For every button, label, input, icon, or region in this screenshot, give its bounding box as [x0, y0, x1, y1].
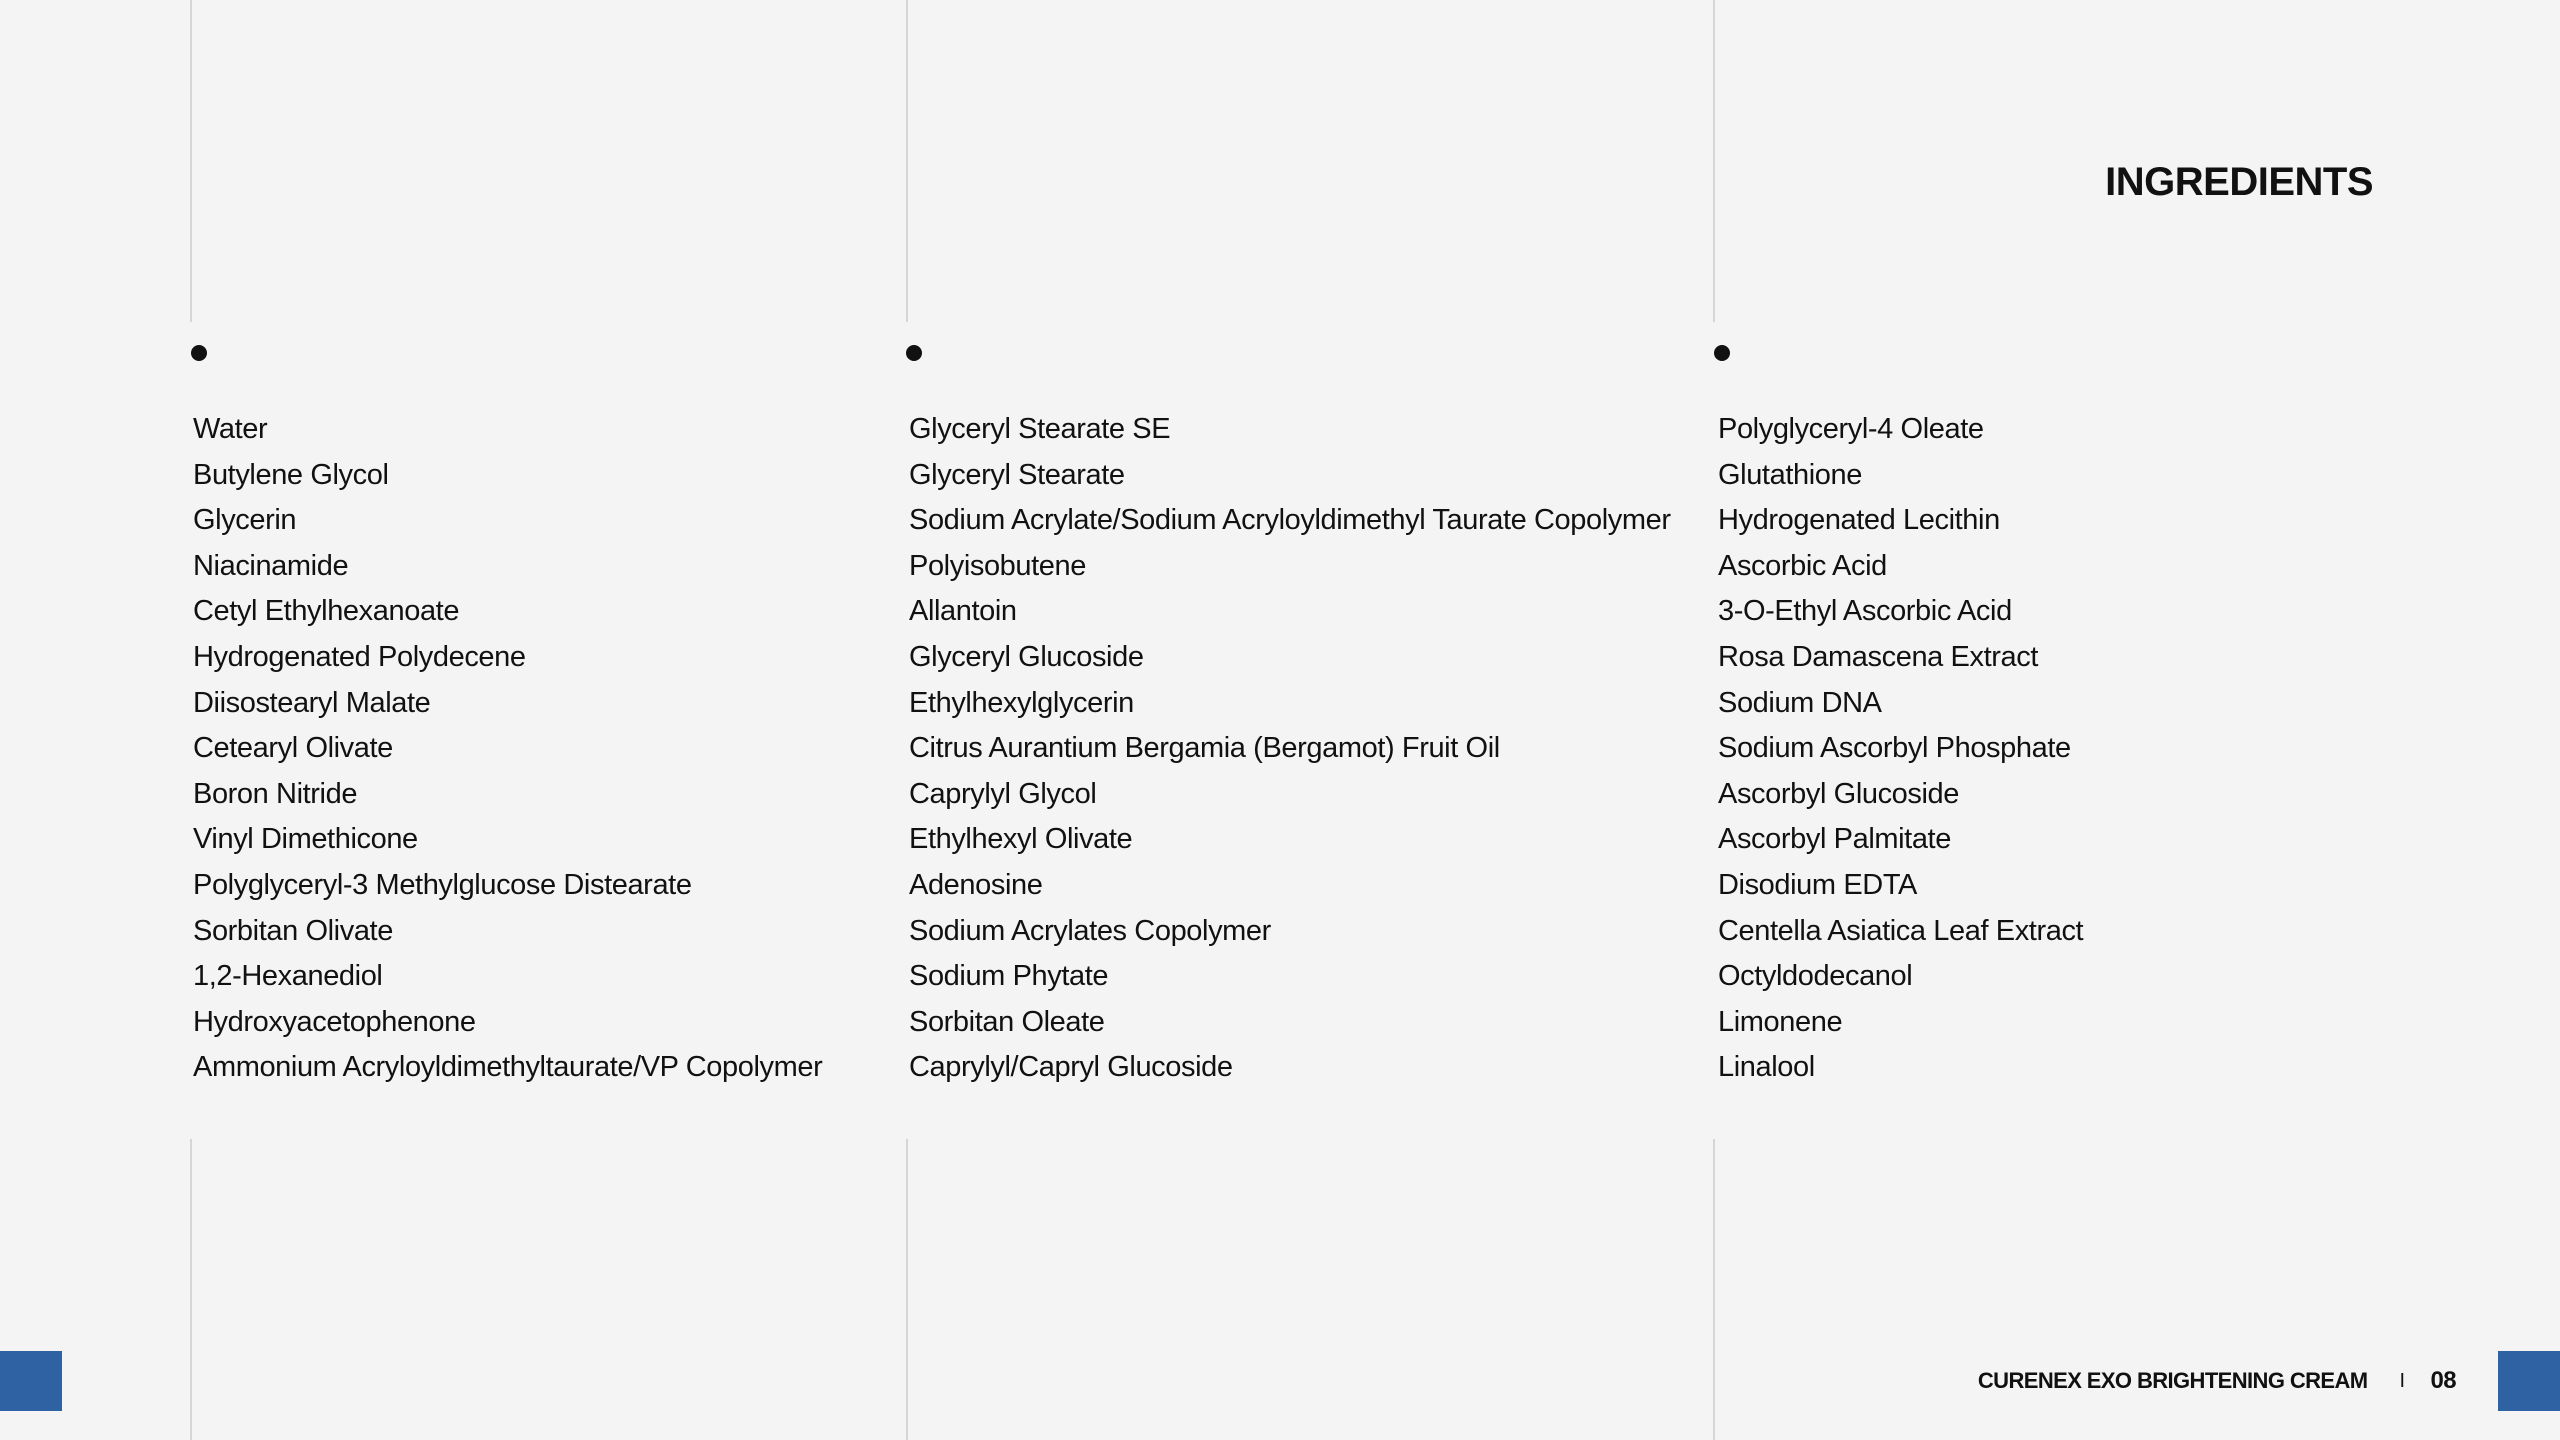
ingredient-item: Water	[193, 413, 268, 445]
ingredient-item: Caprylyl/Capryl Glucoside	[909, 1051, 1233, 1084]
ingredient-item: Ethylhexylglycerin	[909, 686, 1134, 719]
ingredient-item: Ascorbyl Palmitate	[1718, 823, 1951, 856]
ingredient-item: Cetyl Ethylhexanoate	[193, 595, 460, 628]
page-footer	[1978, 1366, 2456, 1396]
page-number: 08	[2430, 1367, 2456, 1394]
corner-accent-left	[0, 1351, 62, 1411]
ingredient-item: Allantoin	[909, 595, 1017, 628]
ingredient-item: Linalool	[1718, 1051, 1815, 1084]
ingredient-item: Caprylyl Glycol	[909, 777, 1097, 810]
ingredient-item: Citrus Aurantium Bergamia (Bergamot) Fruit Oil	[909, 732, 1500, 765]
ingredient-item: Sorbitan Olivate	[193, 914, 393, 947]
ingredient-item: Cetearyl Olivate	[193, 732, 393, 765]
ingredient-item: Ammonium Acryloyldimethyltaurate/VP Copolymer	[193, 1051, 823, 1084]
ingredient-item: Polyglyceryl-4 Oleate	[1718, 413, 1984, 445]
column-divider-line	[906, 1139, 908, 1440]
ingredient-list-column-3	[1718, 407, 2083, 1091]
ingredient-list-column-2	[909, 407, 1671, 1091]
ingredient-item: Octyldodecanol	[1718, 960, 1913, 993]
ingredient-item: Diisostearyl Malate	[193, 686, 431, 719]
column-bullet-dot	[191, 345, 207, 361]
ingredient-item: Glyceryl Stearate	[909, 458, 1125, 491]
column-divider-line	[906, 0, 908, 322]
column-bullet-dot	[1714, 345, 1730, 361]
ingredient-item: Limonene	[1718, 1005, 1843, 1038]
ingredient-item: Ethylhexyl Olivate	[909, 823, 1133, 856]
ingredient-item: 1,2-Hexanediol	[193, 960, 383, 993]
ingredient-item: Sodium Phytate	[909, 960, 1109, 993]
footer-product-name: CURENEX EXO BRIGHTENING CREAM	[1977, 1368, 2368, 1393]
ingredient-item: Polyisobutene	[909, 549, 1086, 582]
ingredient-item: Glutathione	[1718, 458, 1862, 491]
ingredient-item: Centella Asiatica Leaf Extract	[1718, 914, 2084, 947]
ingredient-item: Sodium Acrylate/Sodium Acryloyldimethyl Taurate Copolymer	[909, 504, 1671, 537]
column-divider-line	[190, 1139, 192, 1440]
ingredient-item: Disodium EDTA	[1718, 868, 1917, 901]
page-title: INGREDIENTS	[2105, 160, 2373, 204]
ingredient-item: Niacinamide	[193, 549, 349, 582]
ingredient-item: Sodium DNA	[1718, 686, 1882, 719]
ingredient-item: Sorbitan Oleate	[909, 1005, 1105, 1038]
ingredient-list-column-1	[193, 407, 822, 1091]
ingredient-item: Glycerin	[193, 504, 297, 537]
ingredient-item: Sodium Ascorbyl Phosphate	[1718, 732, 2071, 765]
ingredient-item: Sodium Acrylates Copolymer	[909, 914, 1271, 947]
footer-separator: I	[2399, 1369, 2405, 1392]
ingredient-item: Vinyl Dimethicone	[193, 823, 418, 856]
ingredient-item: Hydroxyacetophenone	[193, 1005, 476, 1038]
column-divider-line	[1713, 0, 1715, 322]
corner-accent-right	[2498, 1351, 2560, 1411]
ingredient-item: Hydrogenated Lecithin	[1718, 504, 2000, 537]
column-bullet-dot	[906, 345, 922, 361]
ingredient-item: Rosa Damascena Extract	[1718, 640, 2038, 673]
ingredient-item: Polyglyceryl-3 Methylglucose Distearate	[193, 868, 692, 901]
ingredient-item: 3-O-Ethyl Ascorbic Acid	[1718, 595, 2012, 628]
ingredient-item: Glyceryl Glucoside	[909, 640, 1144, 673]
ingredient-item: Butylene Glycol	[193, 458, 389, 491]
ingredient-item: Adenosine	[909, 868, 1043, 901]
ingredient-item: Ascorbyl Glucoside	[1718, 777, 1960, 810]
ingredient-item: Boron Nitride	[193, 777, 358, 810]
column-divider-line	[190, 0, 192, 322]
column-divider-line	[1713, 1139, 1715, 1440]
ingredient-item: Glyceryl Stearate SE	[909, 413, 1171, 445]
ingredient-item: Ascorbic Acid	[1718, 549, 1887, 582]
ingredient-item: Hydrogenated Polydecene	[193, 640, 526, 673]
